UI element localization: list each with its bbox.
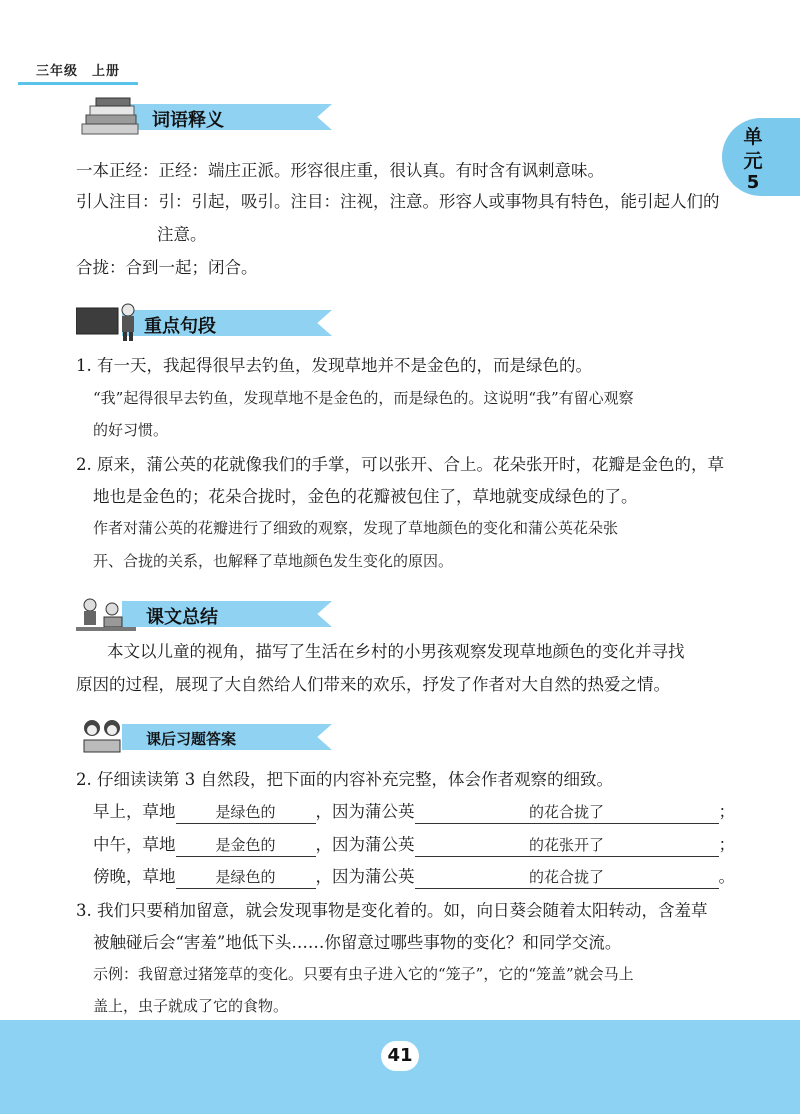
summary-line: 本文以儿童的视角，描写了生活在乡村的小男孩观察发现草地颜色的变化并寻找 [107, 642, 685, 661]
section-summary-header [76, 593, 376, 629]
section-key-header [76, 302, 376, 338]
question-2: 2. 仔细读读第 3 自然段，把下面的内容补充完整，体会作者观察的细致。 [76, 770, 613, 789]
question-3: 3. 我们只要稍加留意，就会发现事物是变化着的。如，向日葵会随着太阳转动，含羞草 [76, 901, 708, 920]
fill-answer: 的花张开了 [528, 836, 604, 854]
key-note-1: “我”起得很早去钓鱼，发现草地不是金色的，而是绿色的。这说明“我”有留心观察 [93, 389, 634, 407]
fill-answer: 的花合拢了 [528, 868, 604, 886]
key-sentence-2: 2. 原来，蒲公英的花就像我们的手掌，可以张开、合上。花朵张开时，花瓣是金色的，草 [76, 455, 724, 474]
fill-end: ； [718, 802, 735, 821]
fill-time: 傍晚，草地 [93, 867, 176, 886]
answer-3: 示例：我留意过猪笼草的变化。只要有虫子进入它的“笼子”，它的“笼盖”就会马上 [93, 965, 634, 983]
fill-end: ； [718, 835, 735, 854]
key-note-2-cont: 开、合拢的关系，也解释了草地颜色发生变化的原因。 [93, 552, 454, 570]
unit-char-2: 元 [743, 150, 763, 172]
fill-mid: ，因为蒲公英 [315, 867, 415, 886]
section-answers-header [76, 716, 376, 752]
fill-answer: 是绿色的 [215, 803, 276, 821]
summary-line: 原因的过程，展现了大自然给人们带来的欢乐，抒发了作者对大自然的热爱之情。 [76, 675, 670, 694]
section-title: 重点句段 [144, 316, 216, 337]
fill-mid: ，因为蒲公英 [315, 835, 415, 854]
section-vocab-header [76, 96, 376, 132]
fill-blank [415, 834, 719, 857]
girls-reading-icon [76, 716, 142, 756]
fill-end: 。 [718, 867, 735, 886]
vocab-item: 引人注目：引：引起，吸引。注目：注视，注意。形容人或事物具有特色，能引起人们的 [76, 192, 720, 211]
unit-number: 5 [746, 172, 760, 193]
grade-label: 三年级 上册 [36, 64, 121, 79]
fill-answer: 是绿色的 [215, 868, 276, 886]
fill-answer: 是金色的 [215, 836, 276, 854]
books-icon [76, 96, 156, 140]
fill-blank [415, 801, 719, 824]
question-3-cont: 被触碰后会“害羞”地低下头……你留意过哪些事物的变化？和同学交流。 [93, 933, 622, 952]
fill-row [93, 866, 735, 889]
unit-tab [722, 118, 800, 196]
fill-blank [176, 866, 316, 889]
vocab-item: 合拢：合到一起；闭合。 [76, 258, 258, 277]
fill-time: 早上，草地 [93, 802, 176, 821]
fill-blank [415, 866, 719, 889]
unit-char-1: 单 [743, 126, 763, 148]
children-reading-icon [76, 593, 142, 633]
key-note-2: 作者对蒲公英的花瓣进行了细致的观察，发现了草地颜色的变化和蒲公英花朵张 [93, 519, 619, 537]
section-title: 课文总结 [146, 607, 218, 628]
fill-time: 中午，草地 [93, 835, 176, 854]
key-note-1-cont: 的好习惯。 [93, 421, 169, 439]
vocab-item-continued: 注意。 [157, 225, 207, 244]
fill-row [93, 834, 735, 857]
teacher-icon [76, 302, 142, 342]
fill-row [93, 801, 735, 824]
page-number: 41 [381, 1041, 419, 1071]
key-sentence-2-cont: 地也是金色的；花朵合拢时，金色的花瓣被包住了，草地就变成绿色的了。 [93, 487, 638, 506]
fill-blank [176, 834, 316, 857]
vocab-item: 一本正经：正经：端庄正派。形容很庄重，很认真。有时含有讽刺意味。 [76, 161, 604, 180]
fill-answer: 的花合拢了 [528, 803, 604, 821]
header-divider [18, 82, 138, 85]
answer-3-cont: 盖上，虫子就成了它的食物。 [93, 997, 289, 1015]
fill-blank [176, 801, 316, 824]
section-title: 词语释义 [152, 110, 224, 131]
section-title: 课后习题答案 [146, 730, 237, 748]
key-sentence-1: 1. 有一天，我起得很早去钓鱼，发现草地并不是金色的，而是绿色的。 [76, 356, 592, 375]
fill-mid: ，因为蒲公英 [315, 802, 415, 821]
